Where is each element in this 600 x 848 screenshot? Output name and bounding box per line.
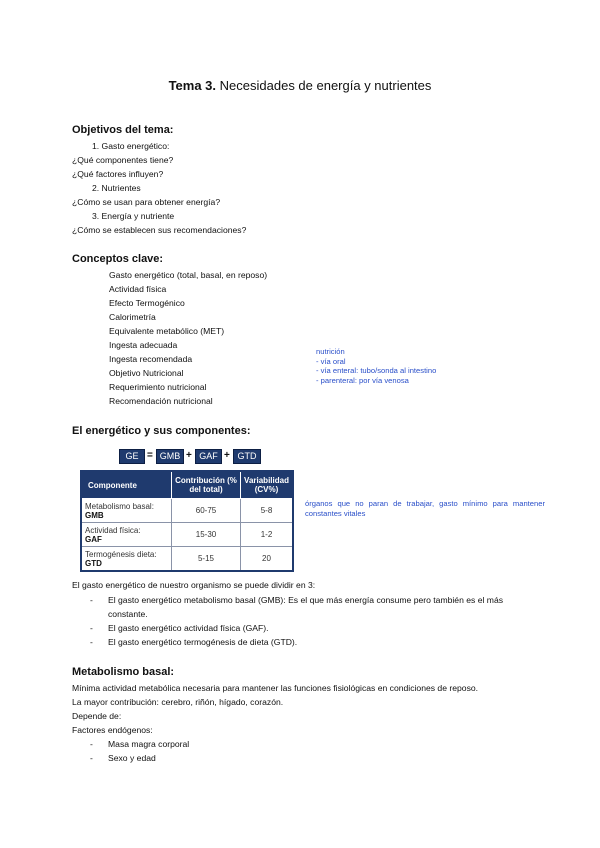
componentes-heading: El energético y sus componentes:: [72, 425, 251, 437]
equation-equals: =: [147, 450, 153, 461]
cell-componente: Actividad física: GAF: [81, 523, 172, 547]
objetivo-line: ¿Cómo se usan para obtener energía?: [72, 197, 221, 207]
table-row: [81, 547, 293, 572]
note-line: - parenteral: por vía venosa: [316, 375, 409, 385]
cell-contribucion: 5-15: [172, 547, 241, 572]
concepto-item: Requerimiento nutricional: [109, 382, 207, 392]
gasto-intro: El gasto energético de nuestro organismo se puede dividir en 3:: [72, 580, 316, 590]
equation-plus: +: [186, 450, 192, 461]
concepto-item: Ingesta recomendada: [109, 354, 193, 364]
objetivo-line: ¿Cómo se establecen sus recomendaciones?: [72, 225, 247, 235]
cell-variabilidad: 20: [241, 547, 294, 572]
bullet-continuation: constante.: [108, 609, 148, 619]
header-contribucion: Contribución (% del total): [172, 471, 241, 499]
header-variabilidad: Variabilidad (CV%): [241, 471, 294, 499]
table-header-row: [81, 471, 293, 499]
components-table: [80, 470, 294, 572]
objetivo-line: 2. Nutrientes: [92, 183, 141, 193]
cell-variabilidad: 5-8: [241, 499, 294, 523]
equation-plus: +: [224, 450, 230, 461]
equation-gmb: GMB: [156, 449, 184, 464]
cell-contribucion: 15-30: [172, 523, 241, 547]
concepto-item: Ingesta adecuada: [109, 340, 178, 350]
table-row: [81, 499, 293, 523]
metabolismo-line: Depende de:: [72, 711, 122, 721]
nutricion-note: [316, 347, 436, 385]
concepto-item: Calorimetría: [109, 312, 156, 322]
table-row: [81, 523, 293, 547]
metabolismo-heading: Metabolismo basal:: [72, 666, 175, 678]
note-line: - vía enteral: tubo/sonda al intestino: [316, 366, 437, 375]
bullet-item: - El gasto energético metabolismo basal (GMB): Es el que más energía consume pero también es el más: [90, 595, 504, 605]
equation-gtd: GTD: [233, 449, 261, 464]
metabolismo-line: La mayor contribución: cerebro, riñón, hígado, corazón.: [72, 697, 284, 707]
bullet-item: - El gasto energético termogénesis de dieta (GTD).: [90, 637, 298, 647]
metabolismo-line: Mínima actividad metabólica necesaria para mantener las funciones fisiológicas en condiciones de reposo.: [72, 683, 479, 693]
equation-gaf: GAF: [195, 449, 222, 464]
metabolismo-line: Factores endógenos:: [72, 725, 153, 735]
title-number: Tema 3.: [168, 78, 217, 93]
concepto-item: Gasto energético (total, basal, en reposo): [109, 270, 268, 280]
conceptos-heading: Conceptos clave:: [72, 253, 164, 265]
organos-note: órganos que no paran de trabajar, gasto mínimo para mantener constantes vitales: [305, 499, 545, 518]
objetivo-line: ¿Qué componentes tiene?: [72, 155, 174, 165]
concepto-item: Objetivo Nutricional: [109, 368, 184, 378]
cell-componente: Termogénesis dieta: GTD: [81, 547, 172, 572]
header-componente: Componente: [81, 471, 172, 499]
objetivo-line: ¿Qué factores influyen?: [72, 169, 164, 179]
concepto-item: Actividad física: [109, 284, 167, 294]
concepto-item: Efecto Termogénico: [109, 298, 185, 308]
cell-contribucion: 60-75: [172, 499, 241, 523]
page-title: [0, 78, 600, 93]
concepto-item: Recomendación nutricional: [109, 396, 213, 406]
note-line: nutrición: [316, 347, 345, 356]
bullet-item: - El gasto energético actividad física (GAF).: [90, 623, 269, 633]
cell-componente: Metabolismo basal: GMB: [81, 499, 172, 523]
concepto-item: Equivalente metabólico (MET): [109, 326, 225, 336]
objetivos-heading: Objetivos del tema:: [72, 124, 174, 136]
cell-variabilidad: 1-2: [241, 523, 294, 547]
objetivo-line: 3. Energía y nutriente: [92, 211, 175, 221]
bullet-item: - Sexo y edad: [90, 753, 156, 763]
equation-ge: GE: [119, 449, 145, 464]
objetivo-line: 1. Gasto energético:: [92, 141, 170, 151]
bullet-item: - Masa magra corporal: [90, 739, 190, 749]
title-text: Necesidades de energía y nutrientes: [219, 78, 432, 93]
note-line: - vía oral: [316, 356, 346, 366]
